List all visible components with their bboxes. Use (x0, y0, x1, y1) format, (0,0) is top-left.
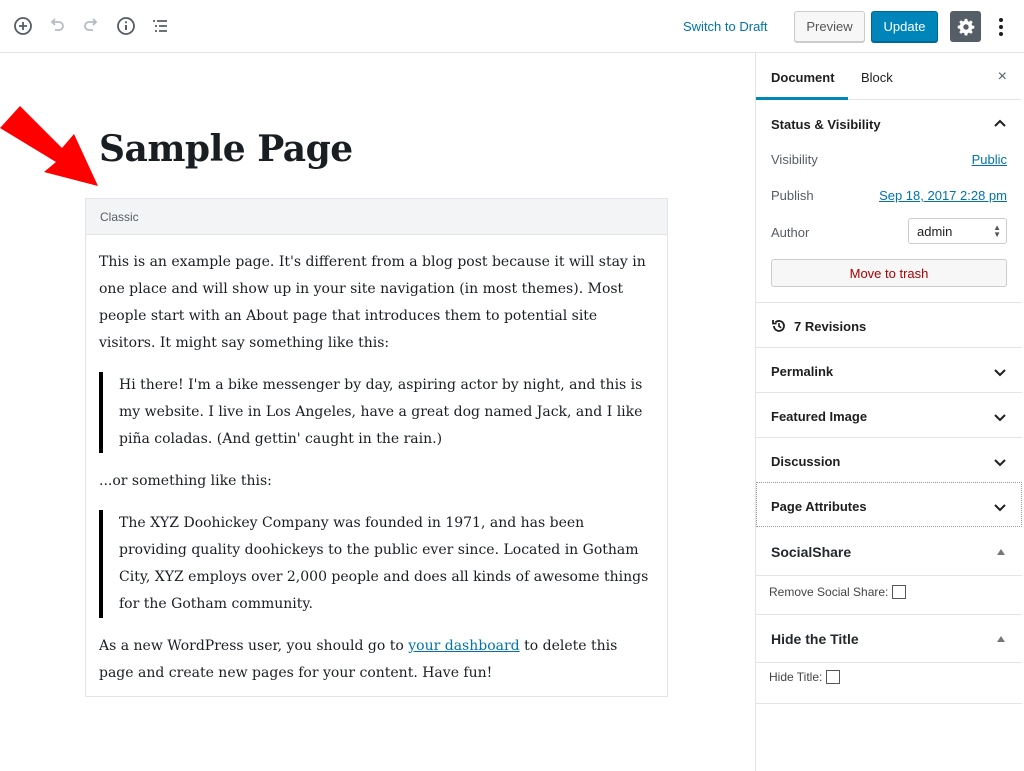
chevron-down-icon[interactable] (993, 455, 1007, 469)
editor-toolbar (0, 0, 1024, 53)
divider (756, 614, 1022, 615)
paragraph: This is an example page. It's different from a blog post because it will stay in one place and will show up in your site navigation (in most themes). Most people start with an About page that introduces them to potential site visitors. It might say something like this: (99, 254, 646, 351)
history-icon (771, 318, 787, 334)
page-attributes-panel-title[interactable]: Page Attributes (771, 499, 867, 514)
undo-icon[interactable] (44, 13, 70, 39)
collapse-arrow-icon[interactable] (997, 636, 1005, 642)
close-icon[interactable]: × (997, 68, 1007, 85)
tab-block[interactable]: Block (861, 70, 893, 85)
divider (756, 437, 1022, 438)
hide-title-label: Hide Title: (769, 670, 823, 684)
remove-social-share-checkbox[interactable] (892, 585, 906, 599)
remove-social-share-label: Remove Social Share: (769, 585, 889, 599)
author-select[interactable] (908, 218, 1007, 244)
add-block-icon[interactable] (10, 13, 36, 39)
divider (756, 302, 1022, 303)
page-title[interactable]: Sample Page (99, 128, 353, 170)
blockquote: Hi there! I'm a bike messenger by day, aspiring actor by night, and this is my website. I live in Los Angeles, have a great dog named Jack, and I like piña coladas. (And gettin' caught in the rain.) (99, 372, 654, 453)
more-options-button[interactable] (991, 14, 1011, 40)
publish-date-link[interactable]: Sep 18, 2017 2:28 pm (879, 188, 1007, 203)
switch-to-draft-link[interactable]: Switch to Draft (683, 19, 768, 34)
hide-title-option (769, 670, 840, 684)
revisions-link[interactable] (771, 318, 866, 334)
divider (756, 575, 1022, 576)
divider (756, 662, 1022, 663)
divider (756, 347, 1022, 348)
paragraph (99, 633, 654, 687)
paragraph: ...or something like this: (99, 473, 272, 489)
revisions-label: 7 Revisions (794, 318, 867, 334)
blockquote: The XYZ Doohickey Company was founded in 1971, and has been providing quality doohickeys to the public ever since. Located in Gotham City, XYZ employs over 2,000 people and does all kinds of awesome things for the Gotham community. (99, 510, 654, 618)
socialshare-panel-title[interactable]: SocialShare (771, 544, 852, 560)
paragraph-text: As a new WordPress user, you should go to (99, 638, 409, 654)
tab-document[interactable]: Document (771, 70, 835, 85)
info-icon[interactable] (113, 13, 139, 39)
chevron-down-icon[interactable] (993, 500, 1007, 514)
visibility-value-link[interactable]: Public (971, 152, 1007, 167)
update-button[interactable]: Update (871, 11, 938, 42)
hide-title-panel-title[interactable]: Hide the Title (771, 631, 859, 647)
preview-button[interactable]: Preview (794, 11, 865, 42)
classic-block-content[interactable] (86, 235, 667, 687)
sidebar-tabs (756, 53, 1021, 100)
settings-button[interactable] (950, 11, 981, 42)
permalink-panel-title[interactable]: Permalink (771, 364, 834, 379)
publish-label: Publish (771, 188, 814, 203)
paragraph-text: to delete this page and create new pages for your content. Have fun! (99, 638, 618, 681)
remove-social-share-option (769, 585, 906, 599)
select-arrows-icon: ▲ ▼ (993, 223, 1001, 239)
red-arrow-annotation (0, 100, 110, 190)
redo-icon[interactable] (78, 13, 104, 39)
divider (756, 392, 1022, 393)
settings-sidebar (755, 53, 1021, 771)
chevron-down-icon[interactable] (993, 365, 1007, 379)
author-select-value: admin (917, 224, 953, 239)
more-vertical-icon (998, 17, 1004, 37)
author-label: Author (771, 225, 810, 240)
move-to-trash-button[interactable]: Move to trash (771, 259, 1007, 287)
chevron-up-icon[interactable] (993, 117, 1007, 131)
featured-image-panel-title[interactable]: Featured Image (771, 409, 868, 424)
chevron-down-icon[interactable] (993, 410, 1007, 424)
hide-title-checkbox[interactable] (826, 670, 840, 684)
dashboard-link[interactable]: your dashboard (408, 638, 520, 654)
block-navigation-icon[interactable] (147, 13, 173, 39)
classic-block-label: Classic (86, 199, 667, 235)
status-visibility-panel-title[interactable]: Status & Visibility (771, 117, 881, 132)
active-tab-indicator (756, 97, 848, 100)
collapse-arrow-icon[interactable] (997, 549, 1005, 555)
visibility-label: Visibility (771, 152, 818, 167)
gear-icon (957, 18, 975, 36)
discussion-panel-title[interactable]: Discussion (771, 454, 841, 469)
classic-block[interactable] (85, 198, 668, 697)
divider (756, 703, 1022, 704)
